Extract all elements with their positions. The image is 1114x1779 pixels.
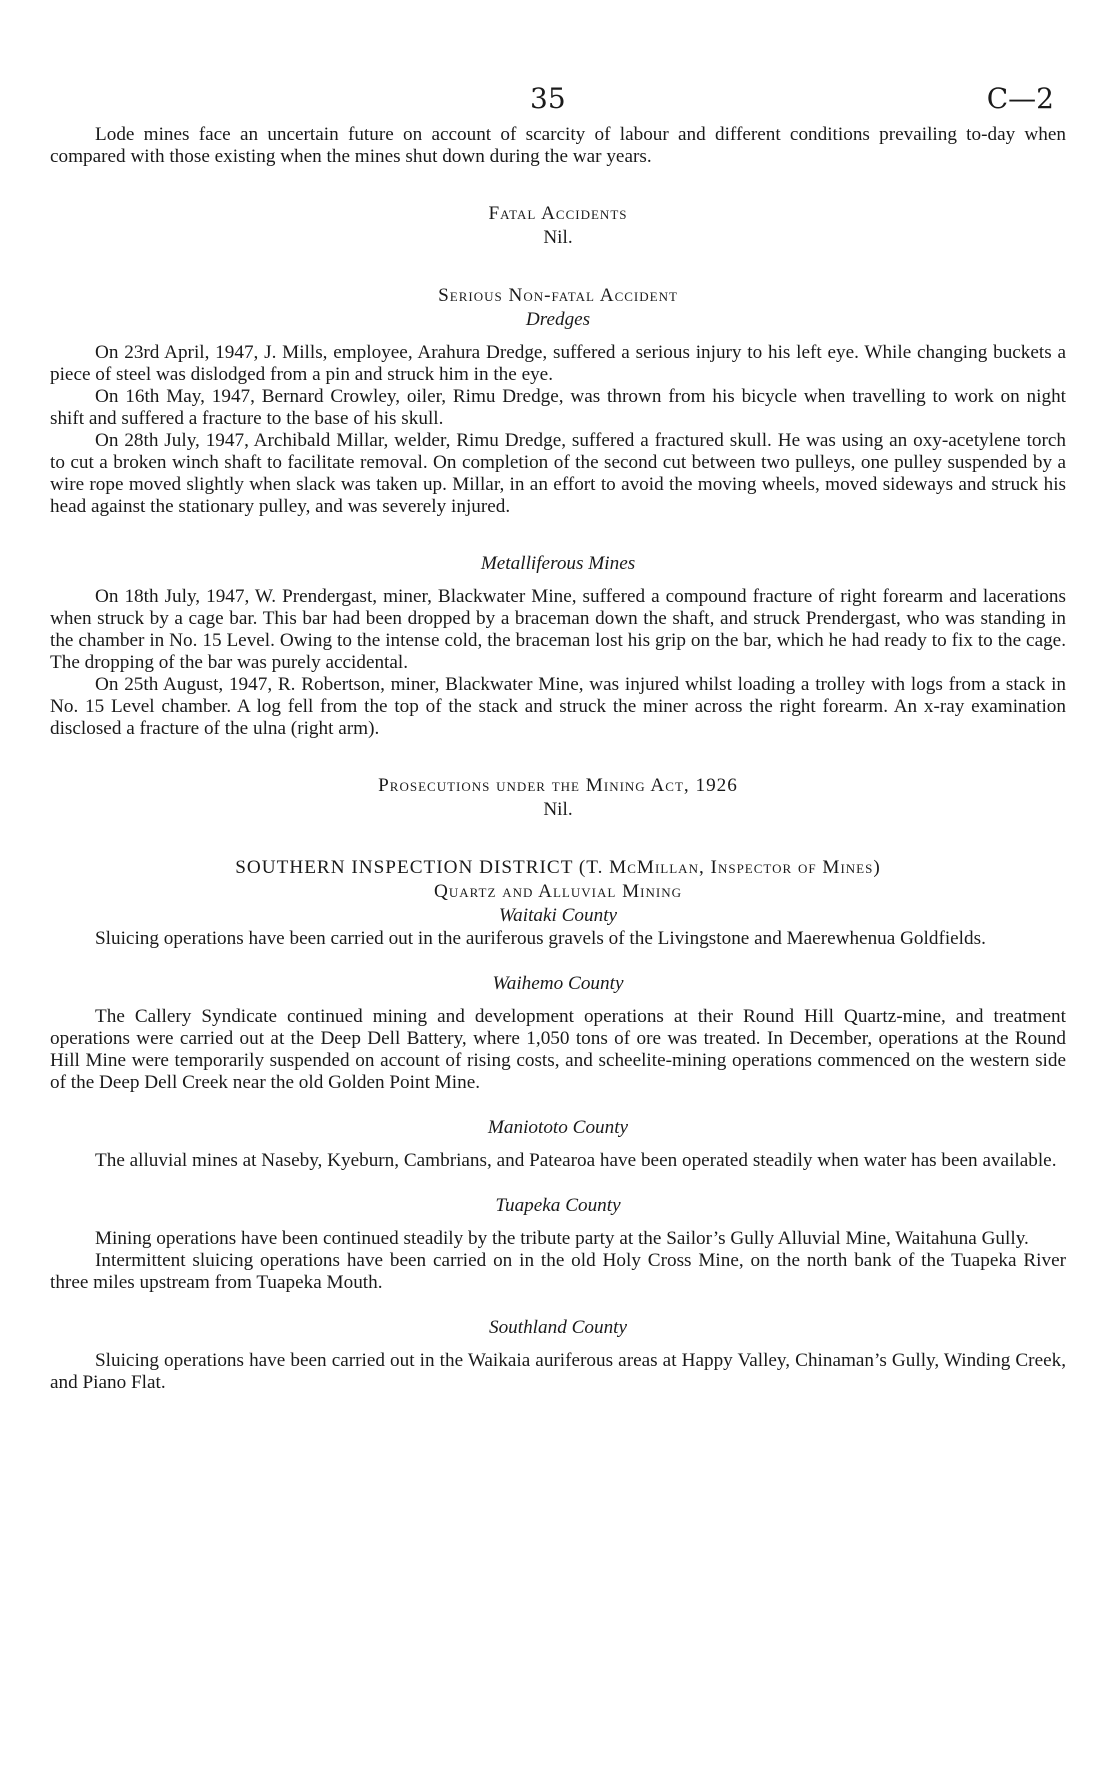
southern-district-heading: SOUTHERN INSPECTION DISTRICT (T. McMillan, Inspector of Mines) xyxy=(235,857,881,878)
county-paragraph: The alluvial mines at Naseby, Kyeburn, Cambrians, and Patearoa have been operated steadily when water has been available. xyxy=(95,1150,1057,1171)
fatal-accidents-heading: Fatal Accidents xyxy=(488,203,628,224)
county-heading: Tuapeka County xyxy=(495,1195,621,1216)
page-number: 35 xyxy=(530,82,566,115)
county-paragraph: Sluicing operations have been carried out in the Waikaia auriferous areas at Happy Valley, Chinaman’s Gully, Winding Creek, and Piano Flat. xyxy=(50,1350,1066,1393)
metalliferous-paragraph: On 25th August, 1947, R. Robertson, miner, Blackwater Mine, was injured whilst loading a trolley with logs from a stack in No. 15 Level chamber. A log fell from the top of the stack and struck the miner across the right forearm. An x-ray examination disclosed a fracture of the ulna (right arm). xyxy=(50,674,1066,739)
dredges-paragraph: On 16th May, 1947, Bernard Crowley, oiler, Rimu Dredge, was thrown from his bicycle when travelling to work on night shift and suffered a fracture to the base of his skull. xyxy=(50,386,1066,429)
prosecutions-heading: Prosecutions under the Mining Act, 1926 xyxy=(378,775,738,796)
county-heading: Maniototo County xyxy=(487,1117,629,1138)
dredges-paragraph: On 23rd April, 1947, J. Mills, employee, Arahura Dredge, suffered a serious injury to his left eye. While changing buckets a piece of steel was dislodged from a pin and struck him in the eye. xyxy=(50,342,1066,385)
fatal-accidents-body: Nil. xyxy=(543,227,573,248)
county-heading: Waihemo County xyxy=(492,973,624,994)
serious-accident-heading: Serious Non-fatal Accident xyxy=(438,285,678,306)
prosecutions-body: Nil. xyxy=(543,799,573,820)
metalliferous-paragraph: On 18th July, 1947, W. Prendergast, miner, Blackwater Mine, suffered a compound fracture of right forearm and lacerations when struck by a cage bar. This bar had been dropped by a braceman down the shaft, and struck Prendergast, who was standing in the chamber in No. 15 Level. Owing to the intense cold, the braceman lost his grip on the bar, which he had ready to fix to the cage. The dropping of the bar was purely accidental. xyxy=(50,586,1066,673)
metalliferous-subheading: Metalliferous Mines xyxy=(480,553,636,574)
county-paragraph: Intermittent sluicing operations have been carried on in the old Holy Cross Mine, on the north bank of the Tuapeka River three miles upstream from Tuapeka Mouth. xyxy=(50,1250,1066,1293)
county-heading: Southland County xyxy=(488,1317,628,1338)
intro-paragraph: Lode mines face an uncertain future on account of scarcity of labour and different conditions prevailing to-day when compared with those existing when the mines shut down during the war years. xyxy=(50,124,1066,167)
dredges-subheading: Dredges xyxy=(525,309,591,330)
dredges-paragraph: On 28th July, 1947, Archibald Millar, welder, Rimu Dredge, suffered a fractured skull. He was using an oxy-acetylene torch to cut a broken winch shaft to facilitate removal. On completion of the second cut between two pulleys, one pulley suspended by a wire rope moved slightly when slack was taken up. Millar, in an effort to avoid the moving wheels, moved sideways and struck his head against the stationary pulley, and was severely injured. xyxy=(50,430,1066,517)
page-body xyxy=(50,124,1066,1394)
county-paragraph: Sluicing operations have been carried out in the auriferous gravels of the Livingstone and Maerewhenua Goldfields. xyxy=(95,928,986,949)
county-paragraph: Mining operations have been continued steadily by the tribute party at the Sailor’s Gully Alluvial Mine, Waitahuna Gully. xyxy=(95,1228,1029,1249)
county-paragraph: The Callery Syndicate continued mining and development operations at their Round Hill Quartz-mine, and treatment operations were carried out at the Deep Dell Battery, where 1,050 tons of ore was treated. In December, operations at the Round Hill Mine were temporarily suspended on account of rising costs, and scheelite-mining operations commenced on the western side of the Deep Dell Creek near the old Golden Point Mine. xyxy=(50,1006,1066,1093)
quartz-alluvial-subheading: Quartz and Alluvial Mining xyxy=(434,881,682,902)
page-header xyxy=(0,82,1114,115)
county-heading: Waitaki County xyxy=(498,905,618,926)
document-code: C—2 xyxy=(986,82,1054,115)
